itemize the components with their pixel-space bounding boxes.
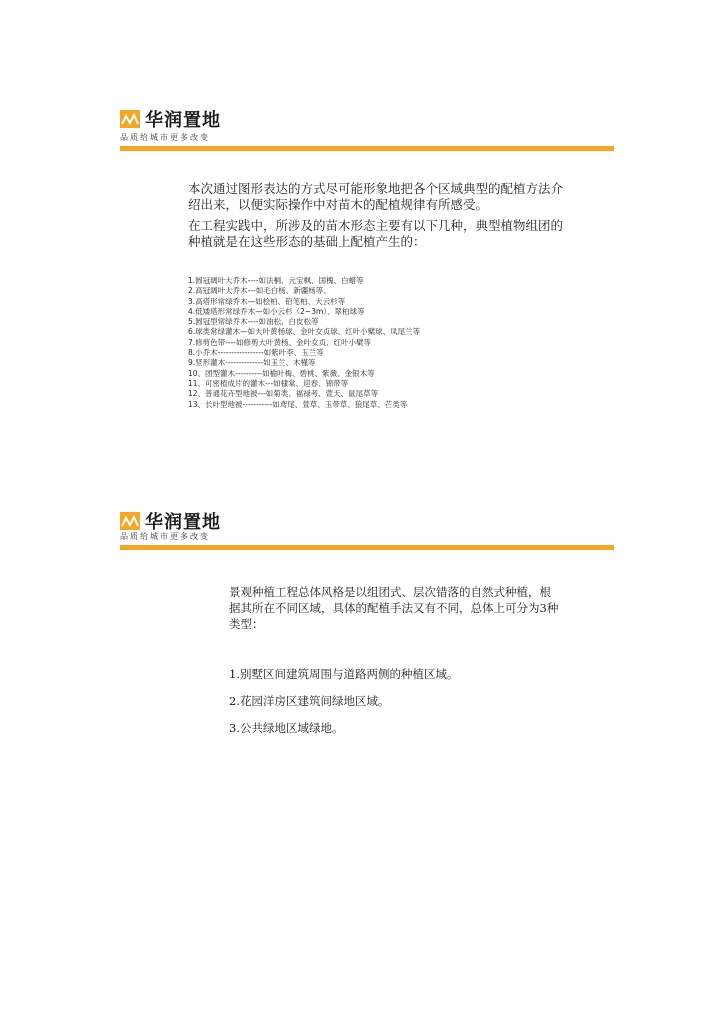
brand-logo: [120, 106, 221, 132]
list-item: 8.小乔木-----------------如紫叶李、玉兰等: [188, 348, 324, 358]
category-item: 2.花园洋房区建筑间绿地区域。: [229, 694, 390, 708]
list-item: 9.竖形灌木--------------如玉兰、木槿等: [188, 358, 316, 368]
list-item: 12、普通花卉型地被---如菊类、福禄考、萱天、鼠尾草等: [188, 389, 379, 399]
brand-slogan: 品质给城市更多改变: [120, 133, 210, 142]
category-item: 3.公共绿地区域绿地。: [229, 721, 344, 735]
list-item: 13、长叶型地被-----------如鸢尾、萱草、玉带草、狼尾草、芒类等: [188, 399, 408, 409]
header-rule: [120, 146, 614, 151]
header-rule: [120, 545, 614, 550]
category-item: 1.别墅区间建筑周围与道路两侧的种植区域。: [229, 667, 459, 681]
forms-paragraph: 在工程实践中，所涉及的苗木形态主要有以下几种，典型植物组团的种植就是在这些形态的基础上配植产生的：: [188, 218, 564, 249]
huarun-logo-icon: [120, 110, 140, 128]
list-item: 10、团型灌木----------如榆叶梅、碧桃、紫薇、金银木等: [188, 368, 375, 378]
list-item: 1.圆冠阔叶大乔木----如法桐、元宝枫、国槐、白蜡等: [188, 276, 364, 285]
list-item: 5.圆冠型常绿乔木----如油松、白皮松等: [188, 317, 319, 327]
style-intro-paragraph: 景观种植工程总体风格是以组团式、层次错落的自然式种植，根据其所在不同区域，具体的配植手法又有不同，总体上可分为3种类型：: [229, 585, 559, 631]
list-item: 7.修剪色带----如修剪大叶黄杨、金叶女贞、红叶小檗等: [188, 337, 371, 347]
brand-name: 华润置地: [145, 110, 221, 131]
huarun-logo-icon: [120, 512, 140, 530]
list-item: 6.球类常绿灌木—如大叶黄杨球、金叶女贞球、红叶小檗球、凤尾兰等: [188, 327, 421, 337]
intro-paragraph: 本次通过图形表达的方式尽可能形象地把各个区域典型的配植方法介绍出来，以便实际操作中对苗木的配植规律有所感受。: [188, 181, 564, 212]
list-item: 11、可密植成片的灌木---如棣棠、迎春、锦带等: [188, 378, 349, 388]
list-item: 2.高冠阔叶大乔木---如毛白杨、新疆杨等、: [188, 286, 331, 296]
list-item: 4.低矮塔形常绿乔木—如小云杉（2~3m）、翠柏球等: [188, 306, 365, 316]
brand-name: 华润置地: [145, 512, 221, 533]
brand-slogan: 品质给城市更多改变: [120, 532, 210, 541]
plant-form-list: [188, 276, 420, 410]
list-item: 3.高塔形常绿乔木—如桧柏、铅笔柏、大云杉等: [188, 296, 346, 306]
